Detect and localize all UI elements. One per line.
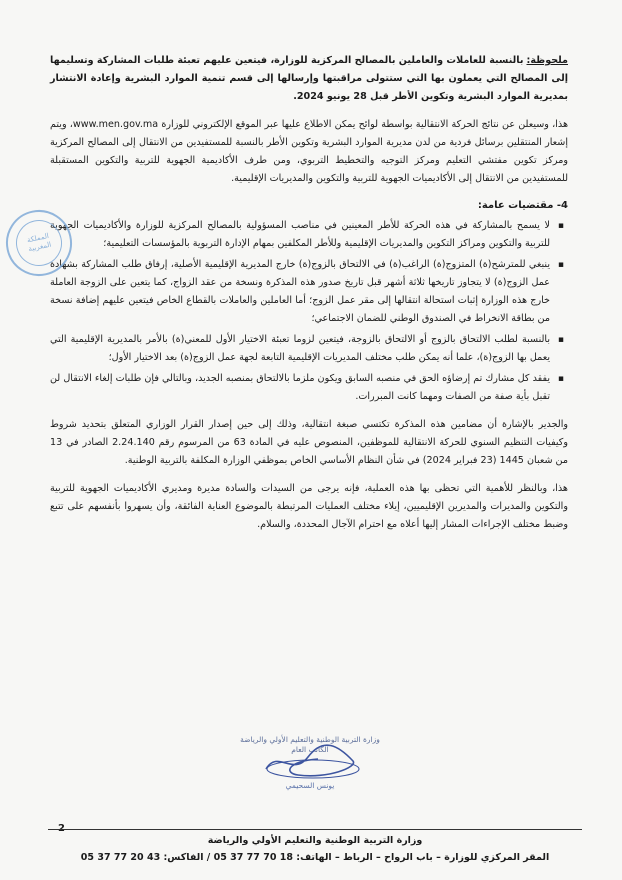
- decree-paragraph: والجدير بالإشارة أن مضامين هذه المذكرة تكتسي صبغة انتقالية، وذلك إلى حين إصدار القرار الوزاري المتعلق بتحديد شروط وكيفيات التنظيم السنوي للحركة الانتقالية للموظفين، المنصوص عليه في المادة 63 من المرسوم رقم 2.24.140 الصادر في 13 من شعبان 1445 (23 فبراير 2024) في شأن النظام الأساسي الخاص بموظفي الوزارة المكلفة بالتربية الوطنية.: [50, 419, 569, 466]
- closing-paragraph: هذا، وبالنظر للأهمية التي تحظى بها هذه العملية، فإنه يرجى من السيدات والسادة مديرة ومديري الأكاديميات الجهوية للتربية والتكوين والمديرات والمديرين الإقليميين، إيلاء مختلف العمليات المرتبطة بالموضوع العناية الفائقة، وأن يسهروا بأنفسهم على تتبع وضبط مختلف الإجراءات المشار إليها أعلاه مع احترام الآجال المحددة، والسلام.: [50, 483, 568, 530]
- note-text: بالنسبة للعاملات والعاملين بالمصالح المركزية للوزارة، فيتعين عليهم تعبئة طلبات المشاركة وتسليمها إلى المصالح التي يعملون بها التي ستتولى مراقبتها وإرسالها إلى قسم تنمية الموارد البشرية وإعادة الانتشار بمديرية الموارد البشرية وتكوين الأطر قبل 28 يونيو 2024.: [50, 55, 568, 102]
- bullet-icon: ▪: [557, 335, 564, 345]
- bullet-icon: ▪: [557, 374, 564, 384]
- handwritten-signature-icon: [258, 739, 368, 783]
- signatory-name: يونس السحيمي: [285, 781, 335, 790]
- signature-block: [240, 735, 380, 795]
- list-item: ▪ ينبغي للمترشح(ة) المتزوج(ة) الراغب(ة) في الالتحاق بالزوج(ة) خارج المديرية الإقليمية الأصلية، إرفاق طلب المشاركة بشهادة عمل الزوج(ة) لا يتجاوز تاريخها ثلاثة أشهر قبل تاريخ صدور هذه المذكرة ونسخة من عقد الزواج، كما يتعين على الزوجة العاملة خارج هذه الوزارة إثبات استحالة انتقالها إلى مقر عمل الزوج؛ أما العاملين والعاملات بالقطاع الخاص فيتعين عليهم إضافة نسخة من بطاقة الانخراط في الصندوق الوطني للضمان الاجتماعي؛: [50, 256, 550, 328]
- page-footer: [48, 829, 582, 867]
- page-number: 2: [58, 823, 65, 834]
- bullet-icon: ▪: [557, 260, 564, 270]
- footer-address: المقر المركزي للوزارة – باب الرواح – الرباط – الهاتف: 18 70 77 37 05 / الفاكس: 43 20 77 37 05: [80, 852, 550, 863]
- note-paragraph: [50, 52, 568, 106]
- note-label: ملحوظة:: [526, 55, 568, 66]
- signature-line-1: وزارة التربية الوطنية والتعليم الأولي والرياضة: [240, 735, 380, 744]
- results-paragraph: هذا، وسيعلن عن نتائج الحركة الانتقالية بواسطة لوائح يمكن الاطلاع عليها عبر الموقع الإلكتروني للوزارة www.men.gov.ma، ويتم إشعار المنتقلين برسائل فردية من لدن مديرية الموارد البشرية وتكوين الأطر بالنسبة للمستفيدين من الانتقال إلى المصالح المركزية ومركز تكوين مفتشي التعليم ومركز التوجيه والتخطيط التربوي، ومن طرف الأكاديمية الجهوية للتربية والتكوين المستقبلة للمستفيدين من الانتقال إلى الأكاديميات الجهوية للتربية والتكوين والمديريات الإقليمية.: [50, 119, 568, 184]
- general-provisions-list: [50, 217, 568, 406]
- footer-ministry: وزارة التربية الوطنية والتعليم الأولي والرياضة: [207, 835, 423, 846]
- signature-line-2: الكاتب العام: [291, 745, 329, 754]
- list-item: ▪ لا يسمح بالمشاركة في هذه الحركة للأطر المعينين في مناصب المسؤولية بالمصالح المركزية للوزارة والأكاديميات الجهوية للتربية والتكوين ومراكز التكوين والمديريات الإقليمية وللأطر المكلفين بمهام الإدارة التربوية بالمؤسسات التعليمية؛: [50, 217, 550, 253]
- stamp-text: المملكة المغربية: [26, 231, 53, 254]
- section-title: 4- مقتضيات عامة:: [477, 200, 568, 211]
- bullet-icon: ▪: [557, 221, 564, 231]
- list-item: ▪ بالنسبة لطلب الالتحاق بالزوج أو الالتحاق بالزوجة، فيتعين لزوما تعبئة الاختيار الأول للمعني(ة) بالأمر بالمديرية الإقليمية التي يعمل بها الزوج(ة)، علما أنه يمكن طلب مختلف المديريات الإقليمية التابعة لجهة عمل الزوج(ة) بعد الاختيار الأول؛: [50, 331, 550, 367]
- list-item: ▪ يفقد كل مشارك تم إرضاؤه الحق في منصبه السابق ويكون ملزما بالالتحاق بمنصبه الجديد، وبالتالي فإن طلبات إلغاء الانتقال لن تقبل بأية صفة من الصفات ومهما كانت المبررات.: [50, 370, 550, 406]
